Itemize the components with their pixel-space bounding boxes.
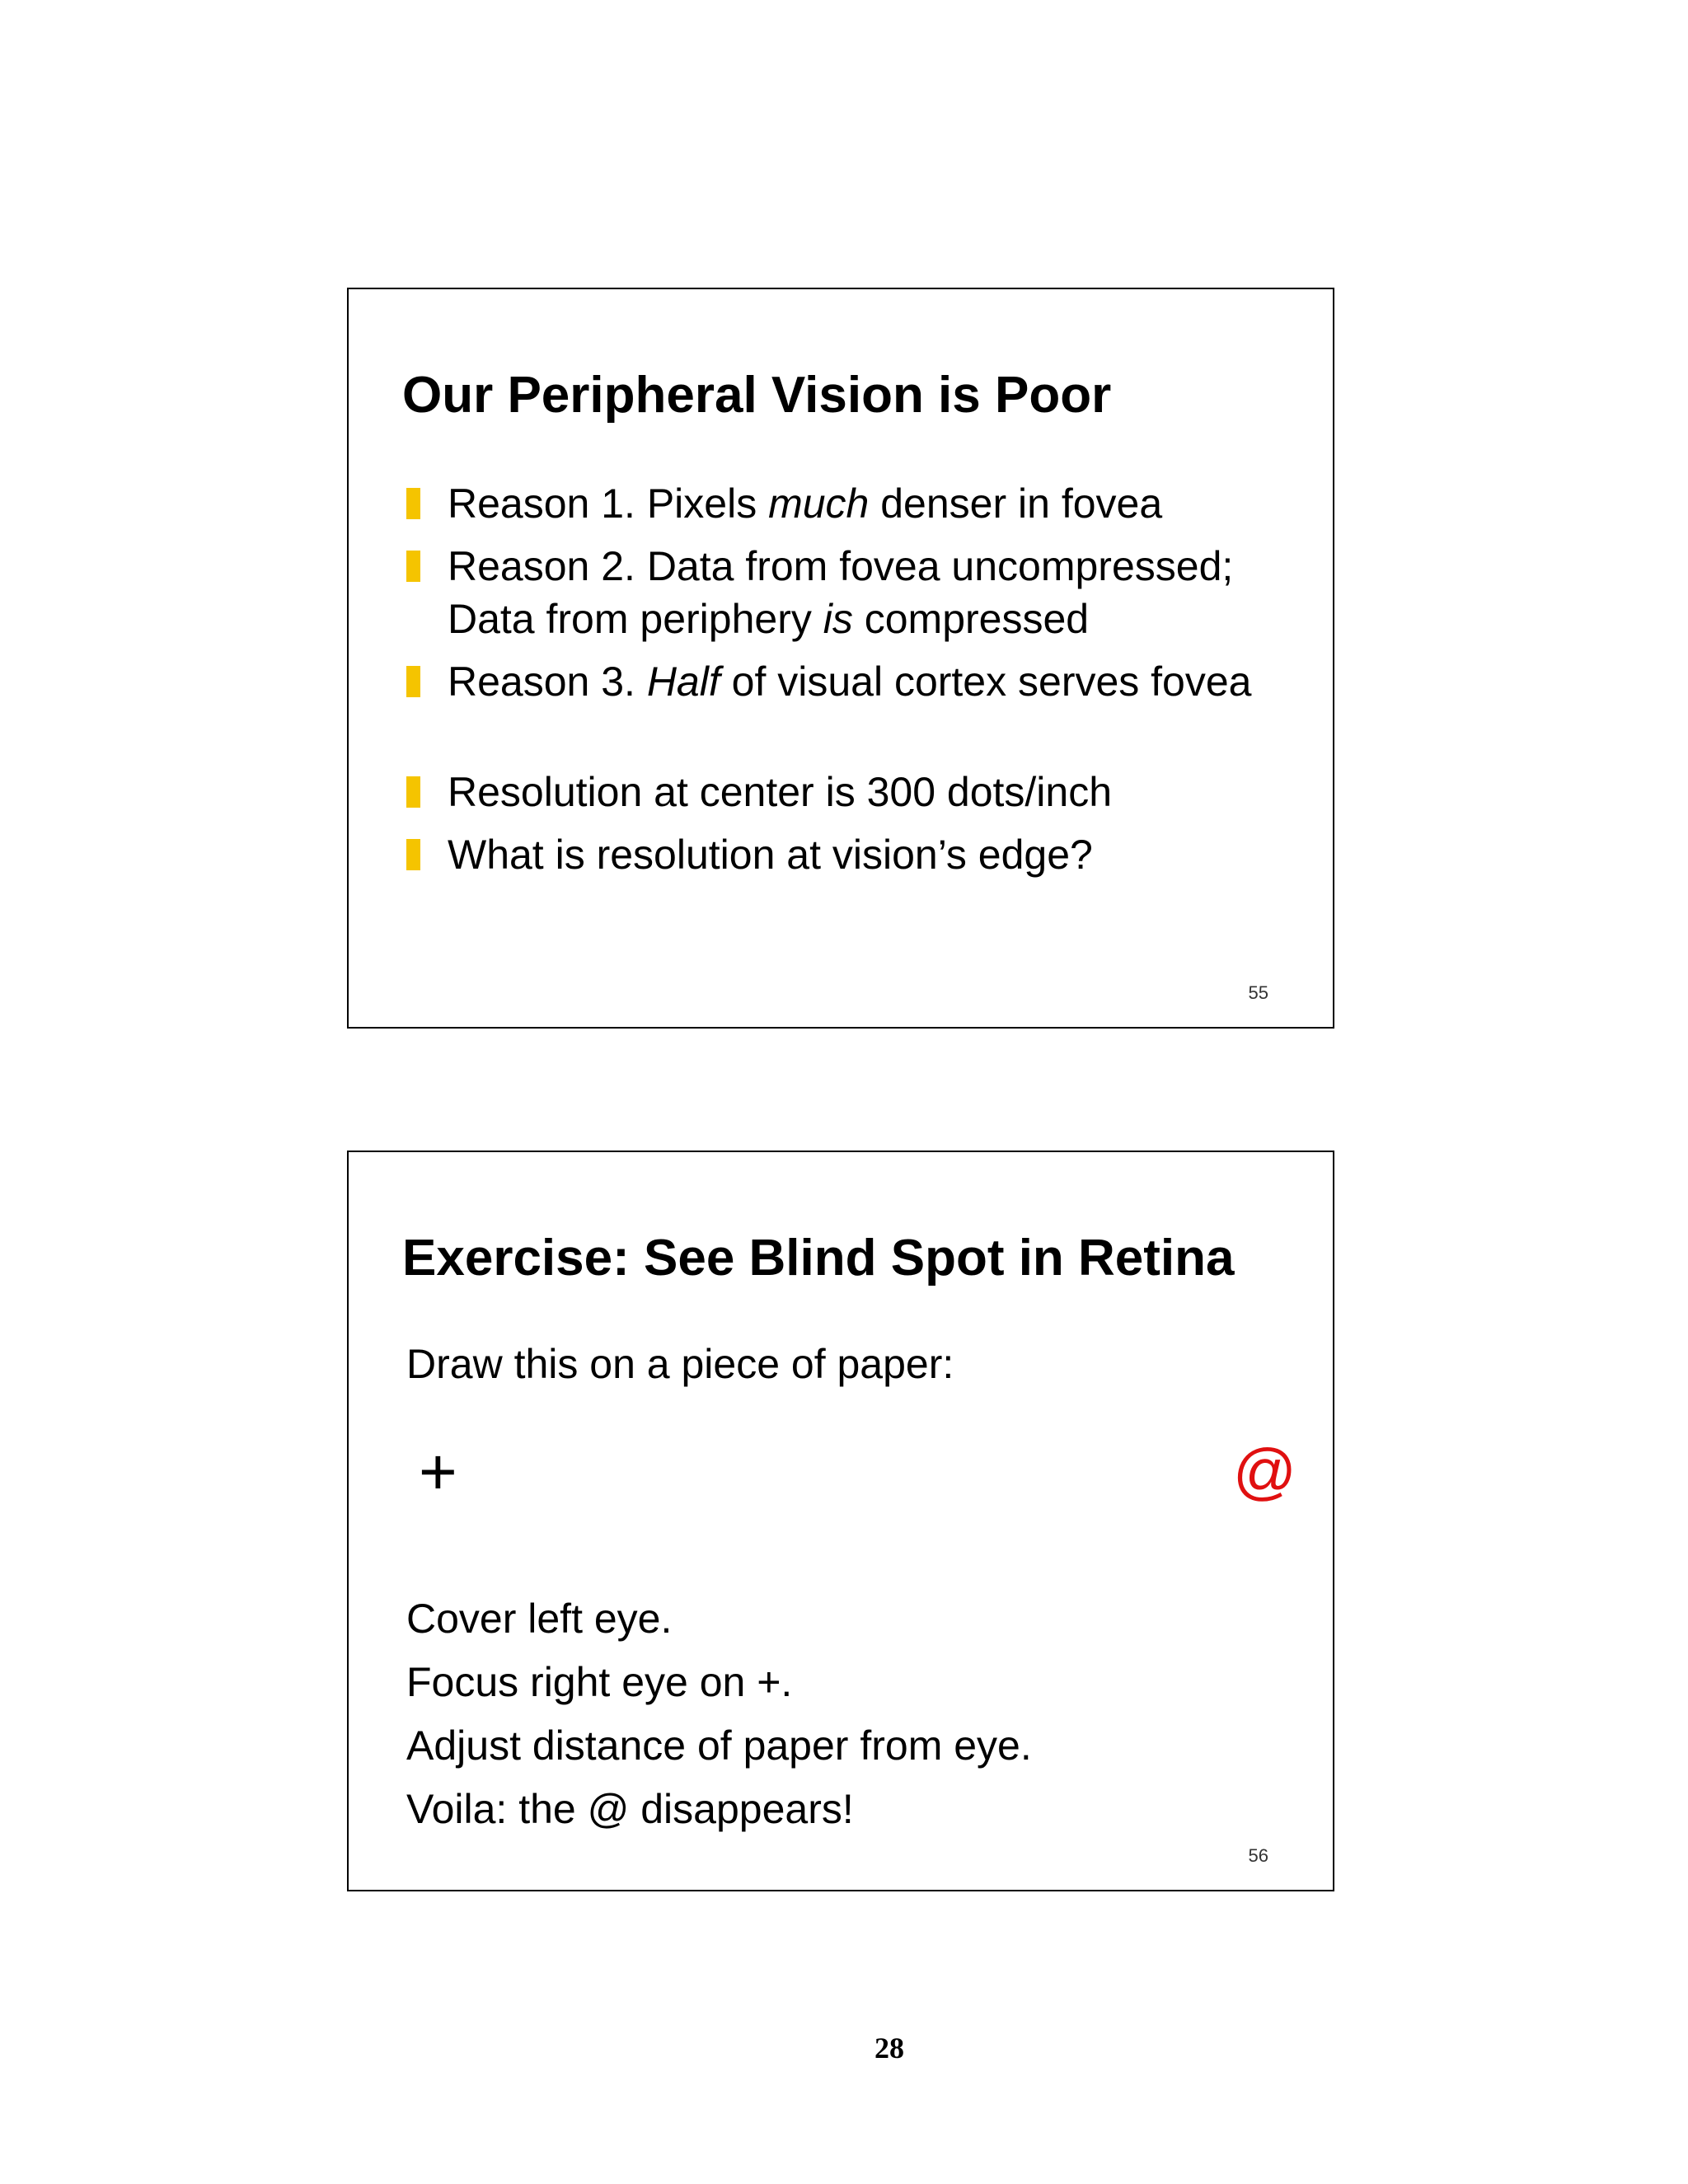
- bullet-item: [406, 766, 1251, 818]
- bullet-item: [406, 655, 1251, 708]
- text-run: Reason 1. Pixels: [448, 480, 769, 527]
- text-run: What is resolution at vision’s edge?: [448, 832, 1093, 878]
- bullet-line: [448, 655, 1251, 708]
- bullet-marker-icon: [406, 551, 420, 582]
- bullet-marker-icon: [406, 776, 420, 808]
- text-run: Reason 3.: [448, 658, 647, 705]
- slide-title: Our Peripheral Vision is Poor: [402, 367, 1112, 424]
- instruction-line: Voila: the @ disappears!: [406, 1786, 854, 1832]
- bullet-text: [448, 828, 1251, 881]
- bullet-text: [448, 540, 1251, 645]
- instruction-list: [406, 1587, 1032, 1841]
- text-run: Reason 2. Data from fovea uncompressed;: [448, 543, 1234, 589]
- page-number: 28: [874, 2032, 904, 2064]
- slide-title: Exercise: See Blind Spot in Retina: [402, 1230, 1235, 1286]
- bullet-line: [448, 828, 1251, 881]
- text-run: denser in fovea: [869, 480, 1163, 527]
- prompt-text: Draw this on a piece of paper:: [406, 1341, 954, 1387]
- bullet-marker-icon: [406, 839, 420, 870]
- slide-55: [347, 288, 1334, 1029]
- instruction-line: Cover left eye.: [406, 1596, 673, 1642]
- bullet-marker-icon: [406, 488, 420, 519]
- bullet-line: [448, 540, 1251, 593]
- bullet-item: [406, 540, 1251, 645]
- bullet-line: [448, 766, 1251, 818]
- text-run: Resolution at center is 300 dots/inch: [448, 769, 1113, 815]
- plus-symbol: +: [419, 1435, 457, 1508]
- bullet-item: [406, 828, 1251, 881]
- instruction-line: Focus right eye on +.: [406, 1659, 793, 1705]
- bullet-list: [406, 477, 1251, 891]
- emphasis-text: Half: [646, 658, 720, 705]
- bullet-item: [406, 477, 1251, 530]
- slide-56: [347, 1151, 1334, 1891]
- text-run: of visual cortex serves fovea: [720, 658, 1252, 705]
- emphasis-text: is: [823, 596, 853, 642]
- bullet-line: [448, 593, 1251, 645]
- emphasis-text: much: [768, 480, 870, 527]
- instruction-line: Adjust distance of paper from eye.: [406, 1722, 1032, 1769]
- slide-number: 56: [1248, 1845, 1268, 1866]
- text-run: Data from periphery: [448, 596, 823, 642]
- text-run: compressed: [852, 596, 1090, 642]
- bullet-text: [448, 655, 1251, 708]
- bullet-marker-icon: [406, 666, 420, 697]
- bullet-text: [448, 766, 1251, 818]
- slide-number: 55: [1248, 982, 1268, 1003]
- at-symbol: @: [1232, 1436, 1296, 1507]
- bullet-text: [448, 477, 1251, 530]
- bullet-line: [448, 477, 1251, 530]
